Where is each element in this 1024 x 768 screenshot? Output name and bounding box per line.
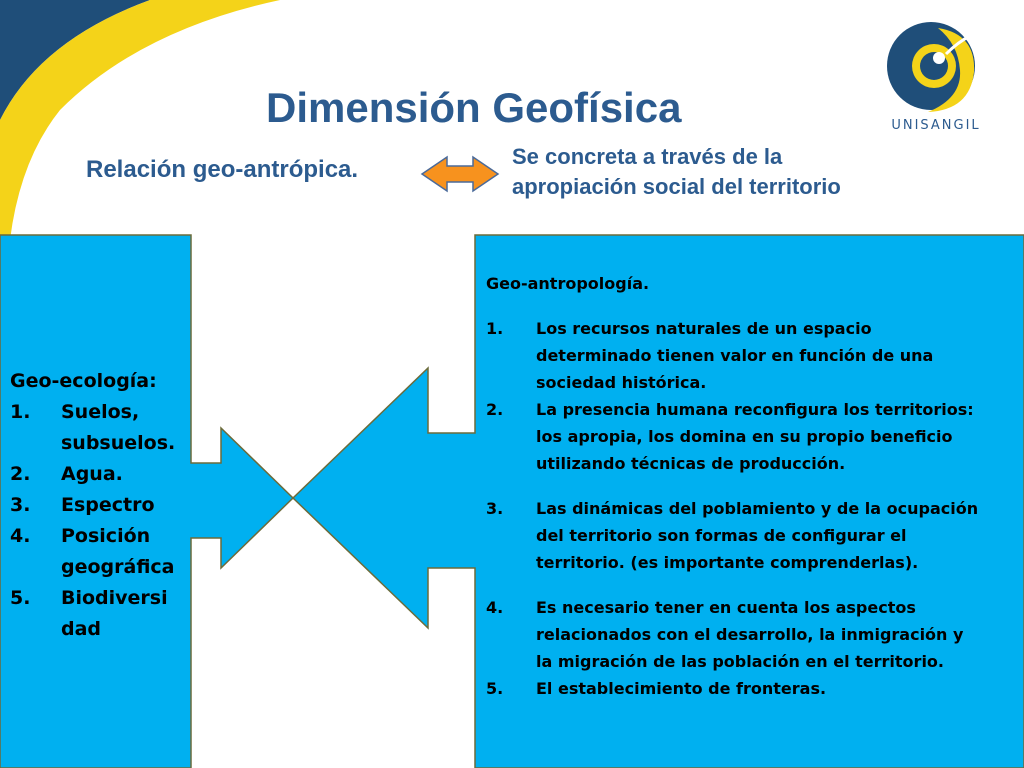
list-line: Biodiversi xyxy=(61,587,168,609)
list-number: 4. xyxy=(486,598,504,617)
list-number: 3. xyxy=(486,499,504,518)
list-number: 5. xyxy=(486,679,504,698)
concreta-line: apropiación social del territorio xyxy=(512,174,841,199)
list-number: 5. xyxy=(10,587,31,609)
list-item xyxy=(486,396,1016,477)
list-item xyxy=(486,675,1016,702)
list-line: relacionados con el desarrollo, la inmigración y xyxy=(536,625,964,644)
geo-antropologia-heading: Geo-antropología. xyxy=(486,274,650,293)
list-item xyxy=(10,583,190,645)
list-line: La presencia humana reconfigura los territorios: xyxy=(536,400,974,419)
logo-text: UNISANGIL xyxy=(891,118,981,133)
list-line: dad xyxy=(61,618,102,640)
list-number: 3. xyxy=(10,494,31,516)
list-line: Espectro xyxy=(61,494,155,516)
list-item xyxy=(10,521,190,583)
list-item xyxy=(10,490,190,521)
list-line: Suelos, xyxy=(61,401,140,423)
unisangil-logo-icon xyxy=(876,14,996,118)
slide-title: Dimensión Geofísica xyxy=(266,84,682,131)
list-line: utilizando técnicas de producción. xyxy=(536,454,846,473)
concreta-text xyxy=(512,142,841,202)
list-number: 1. xyxy=(10,401,31,423)
relation-label: Relación geo-antrópica. xyxy=(86,156,359,183)
list-number: 2. xyxy=(486,400,504,419)
list-line: El establecimiento de fronteras. xyxy=(536,679,827,698)
list-item xyxy=(10,397,190,459)
list-line: la migración de las población en el territorio. xyxy=(536,652,944,671)
list-line: determinado tienen valor en función de una xyxy=(536,346,934,365)
list-line: Agua. xyxy=(61,463,123,485)
list-number: 4. xyxy=(10,525,31,547)
geo-ecologia-list xyxy=(10,366,190,645)
list-item xyxy=(486,495,1016,576)
geo-antropologia-list xyxy=(486,270,1016,702)
list-item xyxy=(10,459,190,490)
list-line: Es necesario tener en cuenta los aspectos xyxy=(536,598,916,617)
concreta-line: Se concreta a través de la xyxy=(512,144,783,169)
list-item xyxy=(486,594,1016,675)
double-arrow-icon xyxy=(422,157,498,191)
list-line: sociedad histórica. xyxy=(536,373,707,392)
list-line: territorio. (es importante comprenderlas). xyxy=(536,553,919,572)
list-line: subsuelos. xyxy=(61,432,176,454)
list-line: Los recursos naturales de un espacio xyxy=(536,319,872,338)
list-number: 1. xyxy=(486,319,504,338)
list-item xyxy=(486,315,1016,396)
list-line: geográfica xyxy=(61,556,175,578)
list-line: del territorio son formas de configurar el xyxy=(536,526,907,545)
list-line: Las dinámicas del poblamiento y de la ocupación xyxy=(536,499,979,518)
unisangil-logo xyxy=(876,14,996,138)
list-line: Posición xyxy=(61,525,151,547)
list-number: 2. xyxy=(10,463,31,485)
geo-ecologia-heading: Geo-ecología: xyxy=(10,370,157,392)
list-line: los apropia, los domina en su propio beneficio xyxy=(536,427,953,446)
